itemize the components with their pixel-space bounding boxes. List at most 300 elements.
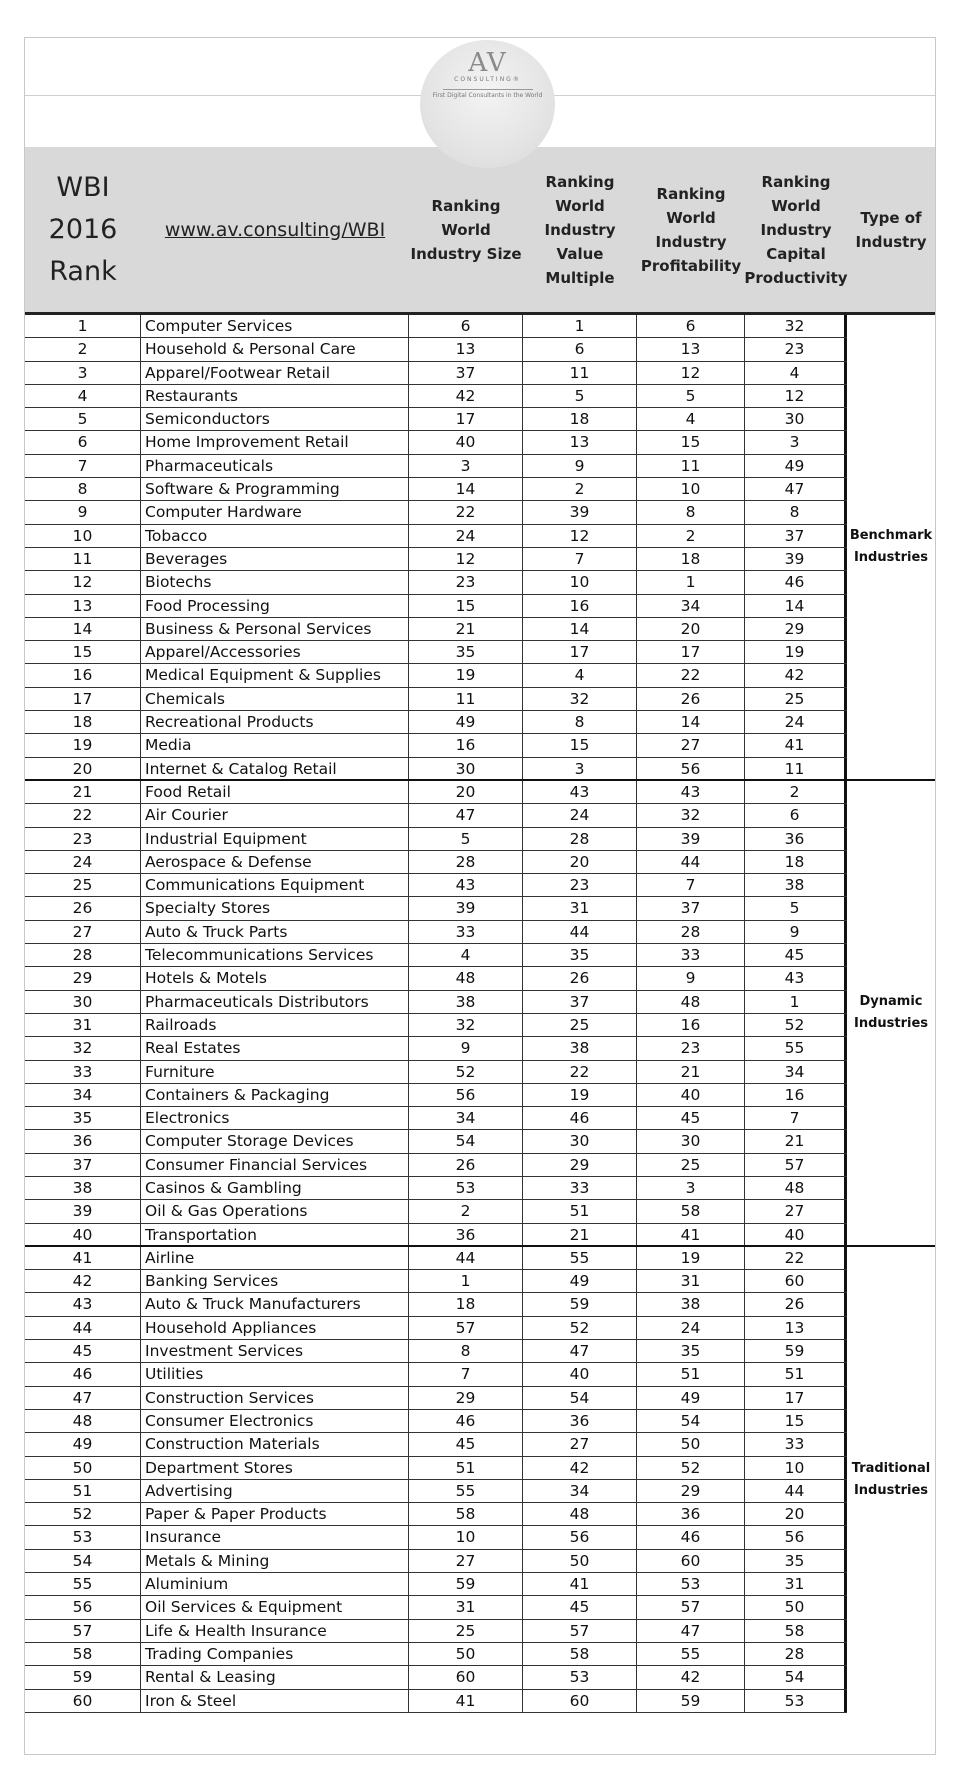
- profitability-cell: 30: [637, 1130, 745, 1152]
- rank-cell: 36: [25, 1130, 141, 1152]
- capital-productivity-cell: 40: [745, 1224, 847, 1245]
- industry-name-cell: Computer Hardware: [141, 501, 409, 523]
- industry-name-cell: Construction Services: [141, 1387, 409, 1409]
- rank-cell: 54: [25, 1550, 141, 1572]
- industry-name-cell: Life & Health Insurance: [141, 1620, 409, 1642]
- industry-name-cell: Furniture: [141, 1061, 409, 1083]
- industry-name-cell: Investment Services: [141, 1340, 409, 1362]
- industry-name-cell: Auto & Truck Manufacturers: [141, 1293, 409, 1315]
- table-row: [25, 1550, 847, 1573]
- rank-cell: 9: [25, 501, 141, 523]
- table-row: [25, 501, 847, 524]
- profitability-cell: 59: [637, 1690, 745, 1712]
- rank-cell: 1: [25, 315, 141, 337]
- size-cell: 9: [409, 1037, 523, 1059]
- rank-cell: 8: [25, 478, 141, 500]
- industry-name-cell: Metals & Mining: [141, 1550, 409, 1572]
- size-cell: 18: [409, 1293, 523, 1315]
- profitability-cell: 41: [637, 1224, 745, 1245]
- value-multiple-cell: 16: [523, 595, 637, 617]
- industry-name-cell: Business & Personal Services: [141, 618, 409, 640]
- value-multiple-cell: 38: [523, 1037, 637, 1059]
- profitability-cell: 48: [637, 991, 745, 1013]
- capital-productivity-cell: 46: [745, 571, 847, 593]
- value-multiple-cell: 33: [523, 1177, 637, 1199]
- capital-productivity-cell: 47: [745, 478, 847, 500]
- size-cell: 10: [409, 1526, 523, 1548]
- profitability-cell: 27: [637, 734, 745, 756]
- value-multiple-cell: 21: [523, 1224, 637, 1245]
- rank-cell: 40: [25, 1224, 141, 1245]
- capital-productivity-cell: 5: [745, 897, 847, 919]
- rank-cell: 33: [25, 1061, 141, 1083]
- capital-productivity-cell: 58: [745, 1620, 847, 1642]
- industry-name-cell: Apparel/Footwear Retail: [141, 362, 409, 384]
- rank-cell: 41: [25, 1247, 141, 1269]
- rank-cell: 55: [25, 1573, 141, 1595]
- industry-name-cell: Banking Services: [141, 1270, 409, 1292]
- size-cell: 8: [409, 1340, 523, 1362]
- value-multiple-cell: 44: [523, 921, 637, 943]
- table-row: [25, 851, 847, 874]
- rank-cell: 12: [25, 571, 141, 593]
- size-cell: 1: [409, 1270, 523, 1292]
- industry-name-cell: Media: [141, 734, 409, 756]
- profitability-cell: 46: [637, 1526, 745, 1548]
- size-cell: 24: [409, 525, 523, 547]
- profitability-cell: 17: [637, 641, 745, 663]
- value-multiple-cell: 10: [523, 571, 637, 593]
- profitability-cell: 21: [637, 1061, 745, 1083]
- capital-productivity-cell: 48: [745, 1177, 847, 1199]
- header-url-link[interactable]: www.av.consulting/WBI: [164, 218, 386, 241]
- table-row: [25, 1130, 847, 1153]
- table-row: [25, 1363, 847, 1386]
- industry-name-cell: Electronics: [141, 1107, 409, 1129]
- table-row: [25, 1317, 847, 1340]
- rank-cell: 7: [25, 455, 141, 477]
- industry-name-cell: Semiconductors: [141, 408, 409, 430]
- profitability-cell: 26: [637, 688, 745, 710]
- rank-cell: 47: [25, 1387, 141, 1409]
- size-cell: 13: [409, 338, 523, 360]
- table-row: [25, 1690, 847, 1713]
- size-cell: 6: [409, 315, 523, 337]
- value-multiple-cell: 13: [523, 431, 637, 453]
- rank-cell: 35: [25, 1107, 141, 1129]
- header-value-multiple: Ranking World Industry Value Multiple: [544, 172, 616, 287]
- profitability-cell: 38: [637, 1293, 745, 1315]
- rank-cell: 6: [25, 431, 141, 453]
- capital-productivity-cell: 55: [745, 1037, 847, 1059]
- value-multiple-cell: 48: [523, 1503, 637, 1525]
- table-row: [25, 711, 847, 734]
- profitability-cell: 47: [637, 1620, 745, 1642]
- table-row: [25, 1037, 847, 1060]
- size-cell: 11: [409, 688, 523, 710]
- profitability-cell: 8: [637, 501, 745, 523]
- table-row: [25, 1526, 847, 1549]
- size-cell: 4: [409, 944, 523, 966]
- value-multiple-cell: 9: [523, 455, 637, 477]
- industry-name-cell: Home Improvement Retail: [141, 431, 409, 453]
- value-multiple-cell: 39: [523, 501, 637, 523]
- size-cell: 2: [409, 1200, 523, 1222]
- table-row: [25, 1596, 847, 1619]
- table-row: [25, 641, 847, 664]
- value-multiple-cell: 7: [523, 548, 637, 570]
- profitability-cell: 22: [637, 664, 745, 686]
- rank-cell: 32: [25, 1037, 141, 1059]
- profitability-cell: 12: [637, 362, 745, 384]
- capital-productivity-cell: 49: [745, 455, 847, 477]
- industry-name-cell: Recreational Products: [141, 711, 409, 733]
- table-row: [25, 1177, 847, 1200]
- table-row: [25, 1573, 847, 1596]
- rank-cell: 49: [25, 1433, 141, 1455]
- capital-productivity-cell: 28: [745, 1643, 847, 1665]
- table-row: [25, 828, 847, 851]
- industry-name-cell: Chemicals: [141, 688, 409, 710]
- industry-name-cell: Household & Personal Care: [141, 338, 409, 360]
- size-cell: 49: [409, 711, 523, 733]
- size-cell: 42: [409, 385, 523, 407]
- table-row: [25, 688, 847, 711]
- value-multiple-cell: 46: [523, 1107, 637, 1129]
- value-multiple-cell: 4: [523, 664, 637, 686]
- industry-name-cell: Telecommunications Services: [141, 944, 409, 966]
- table-row: [25, 595, 847, 618]
- value-multiple-cell: 2: [523, 478, 637, 500]
- industry-name-cell: Insurance: [141, 1526, 409, 1548]
- industry-name-cell: Aerospace & Defense: [141, 851, 409, 873]
- value-multiple-cell: 55: [523, 1247, 637, 1269]
- value-multiple-cell: 35: [523, 944, 637, 966]
- rank-cell: 59: [25, 1666, 141, 1688]
- capital-productivity-cell: 14: [745, 595, 847, 617]
- size-cell: 22: [409, 501, 523, 523]
- industry-name-cell: Oil & Gas Operations: [141, 1200, 409, 1222]
- capital-productivity-cell: 38: [745, 874, 847, 896]
- profitability-cell: 52: [637, 1457, 745, 1479]
- size-cell: 16: [409, 734, 523, 756]
- rank-cell: 37: [25, 1154, 141, 1176]
- value-multiple-cell: 27: [523, 1433, 637, 1455]
- size-cell: 21: [409, 618, 523, 640]
- capital-productivity-cell: 8: [745, 501, 847, 523]
- capital-productivity-cell: 19: [745, 641, 847, 663]
- capital-productivity-cell: 17: [745, 1387, 847, 1409]
- profitability-cell: 9: [637, 967, 745, 989]
- industry-name-cell: Real Estates: [141, 1037, 409, 1059]
- value-multiple-cell: 53: [523, 1666, 637, 1688]
- rank-cell: 17: [25, 688, 141, 710]
- size-cell: 55: [409, 1480, 523, 1502]
- capital-productivity-cell: 29: [745, 618, 847, 640]
- rank-cell: 42: [25, 1270, 141, 1292]
- rank-cell: 16: [25, 664, 141, 686]
- value-multiple-cell: 57: [523, 1620, 637, 1642]
- profitability-cell: 10: [637, 478, 745, 500]
- size-cell: 43: [409, 874, 523, 896]
- table-row: [25, 1154, 847, 1177]
- industry-name-cell: Consumer Electronics: [141, 1410, 409, 1432]
- profitability-cell: 33: [637, 944, 745, 966]
- capital-productivity-cell: 2: [745, 781, 847, 803]
- header-industry-size: Ranking World Industry Size: [410, 196, 522, 263]
- size-cell: 56: [409, 1084, 523, 1106]
- profitability-cell: 24: [637, 1317, 745, 1339]
- header-capital-productivity: Ranking World Industry Capital Productivity: [744, 172, 848, 287]
- table-row: [25, 478, 847, 501]
- profitability-cell: 7: [637, 874, 745, 896]
- industry-name-cell: Biotechs: [141, 571, 409, 593]
- capital-productivity-cell: 24: [745, 711, 847, 733]
- industry-name-cell: Casinos & Gambling: [141, 1177, 409, 1199]
- profitability-cell: 15: [637, 431, 745, 453]
- value-multiple-cell: 32: [523, 688, 637, 710]
- industry-name-cell: Communications Equipment: [141, 874, 409, 896]
- table-row: [25, 967, 847, 990]
- rank-cell: 11: [25, 548, 141, 570]
- profitability-cell: 6: [637, 315, 745, 337]
- size-cell: 3: [409, 455, 523, 477]
- industry-name-cell: Rental & Leasing: [141, 1666, 409, 1688]
- size-cell: 20: [409, 781, 523, 803]
- logo-rule: [443, 89, 533, 90]
- rank-cell: 51: [25, 1480, 141, 1502]
- rank-cell: 58: [25, 1643, 141, 1665]
- capital-productivity-cell: 32: [745, 315, 847, 337]
- table-row: [25, 758, 847, 781]
- profitability-cell: 37: [637, 897, 745, 919]
- table-row: [25, 1270, 847, 1293]
- capital-productivity-cell: 3: [745, 431, 847, 453]
- table-row: [25, 1200, 847, 1223]
- profitability-cell: 40: [637, 1084, 745, 1106]
- capital-productivity-cell: 26: [745, 1293, 847, 1315]
- industry-name-cell: Railroads: [141, 1014, 409, 1036]
- industry-name-cell: Food Processing: [141, 595, 409, 617]
- capital-productivity-cell: 20: [745, 1503, 847, 1525]
- industry-type-column: [847, 315, 935, 1713]
- size-cell: 27: [409, 1550, 523, 1572]
- size-cell: 40: [409, 431, 523, 453]
- table-row: [25, 897, 847, 920]
- capital-productivity-cell: 27: [745, 1200, 847, 1222]
- profitability-cell: 2: [637, 525, 745, 547]
- value-multiple-cell: 17: [523, 641, 637, 663]
- rank-cell: 23: [25, 828, 141, 850]
- table-row: [25, 315, 847, 338]
- capital-productivity-cell: 44: [745, 1480, 847, 1502]
- profitability-cell: 19: [637, 1247, 745, 1269]
- profitability-cell: 1: [637, 571, 745, 593]
- profitability-cell: 57: [637, 1596, 745, 1618]
- size-cell: 5: [409, 828, 523, 850]
- capital-productivity-cell: 41: [745, 734, 847, 756]
- table-row: [25, 874, 847, 897]
- industry-name-cell: Software & Programming: [141, 478, 409, 500]
- value-multiple-cell: 5: [523, 385, 637, 407]
- size-cell: 34: [409, 1107, 523, 1129]
- profitability-cell: 36: [637, 1503, 745, 1525]
- size-cell: 60: [409, 1666, 523, 1688]
- rank-cell: 14: [25, 618, 141, 640]
- table-row: [25, 525, 847, 548]
- capital-productivity-cell: 60: [745, 1270, 847, 1292]
- table-row: [25, 1480, 847, 1503]
- size-cell: 59: [409, 1573, 523, 1595]
- profitability-cell: 14: [637, 711, 745, 733]
- value-multiple-cell: 1: [523, 315, 637, 337]
- size-cell: 54: [409, 1130, 523, 1152]
- industry-name-cell: Advertising: [141, 1480, 409, 1502]
- capital-productivity-cell: 51: [745, 1363, 847, 1385]
- capital-productivity-cell: 30: [745, 408, 847, 430]
- value-multiple-cell: 59: [523, 1293, 637, 1315]
- size-cell: 38: [409, 991, 523, 1013]
- capital-productivity-cell: 18: [745, 851, 847, 873]
- rank-cell: 39: [25, 1200, 141, 1222]
- value-multiple-cell: 60: [523, 1690, 637, 1712]
- profitability-cell: 60: [637, 1550, 745, 1572]
- size-cell: 28: [409, 851, 523, 873]
- value-multiple-cell: 34: [523, 1480, 637, 1502]
- logo-tagline: First Digital Consultants in the World: [432, 92, 543, 99]
- size-cell: 51: [409, 1457, 523, 1479]
- profitability-cell: 20: [637, 618, 745, 640]
- table-row: [25, 1107, 847, 1130]
- capital-productivity-cell: 59: [745, 1340, 847, 1362]
- size-cell: 41: [409, 1690, 523, 1712]
- profitability-cell: 31: [637, 1270, 745, 1292]
- size-cell: 48: [409, 967, 523, 989]
- value-multiple-cell: 49: [523, 1270, 637, 1292]
- value-multiple-cell: 41: [523, 1573, 637, 1595]
- rank-cell: 53: [25, 1526, 141, 1548]
- rank-cell: 29: [25, 967, 141, 989]
- rank-cell: 19: [25, 734, 141, 756]
- value-multiple-cell: 31: [523, 897, 637, 919]
- profitability-cell: 11: [637, 455, 745, 477]
- industry-name-cell: Construction Materials: [141, 1433, 409, 1455]
- capital-productivity-cell: 36: [745, 828, 847, 850]
- profitability-cell: 29: [637, 1480, 745, 1502]
- profitability-cell: 45: [637, 1107, 745, 1129]
- size-cell: 25: [409, 1620, 523, 1642]
- capital-productivity-cell: 50: [745, 1596, 847, 1618]
- value-multiple-cell: 3: [523, 758, 637, 779]
- profitability-cell: 18: [637, 548, 745, 570]
- value-multiple-cell: 43: [523, 781, 637, 803]
- profitability-cell: 53: [637, 1573, 745, 1595]
- rank-cell: 25: [25, 874, 141, 896]
- profitability-cell: 25: [637, 1154, 745, 1176]
- table-row: [25, 1293, 847, 1316]
- capital-productivity-cell: 56: [745, 1526, 847, 1548]
- table-row: [25, 1503, 847, 1526]
- wbi-ranking-table: [24, 37, 936, 1755]
- table-row: [25, 991, 847, 1014]
- industry-name-cell: Internet & Catalog Retail: [141, 758, 409, 779]
- value-multiple-cell: 8: [523, 711, 637, 733]
- industry-name-cell: Utilities: [141, 1363, 409, 1385]
- industry-name-cell: Household Appliances: [141, 1317, 409, 1339]
- profitability-cell: 49: [637, 1387, 745, 1409]
- industry-name-cell: Apparel/Accessories: [141, 641, 409, 663]
- size-cell: 39: [409, 897, 523, 919]
- rank-cell: 3: [25, 362, 141, 384]
- value-multiple-cell: 23: [523, 874, 637, 896]
- industry-type-block: Traditional Industries: [851, 1461, 931, 1498]
- rank-cell: 38: [25, 1177, 141, 1199]
- capital-productivity-cell: 4: [745, 362, 847, 384]
- size-cell: 26: [409, 1154, 523, 1176]
- table-row: [25, 1620, 847, 1643]
- capital-productivity-cell: 31: [745, 1573, 847, 1595]
- rank-cell: 44: [25, 1317, 141, 1339]
- capital-productivity-cell: 1: [745, 991, 847, 1013]
- profitability-cell: 3: [637, 1177, 745, 1199]
- table-row: [25, 408, 847, 431]
- capital-productivity-cell: 52: [745, 1014, 847, 1036]
- industry-name-cell: Iron & Steel: [141, 1690, 409, 1712]
- size-cell: 57: [409, 1317, 523, 1339]
- table-row: [25, 385, 847, 408]
- size-cell: 12: [409, 548, 523, 570]
- rank-cell: 30: [25, 991, 141, 1013]
- table-row: [25, 548, 847, 571]
- capital-productivity-cell: 6: [745, 804, 847, 826]
- industry-name-cell: Computer Services: [141, 315, 409, 337]
- industry-name-cell: Hotels & Motels: [141, 967, 409, 989]
- industry-type-block: Dynamic Industries: [847, 781, 935, 1247]
- profitability-cell: 35: [637, 1340, 745, 1362]
- capital-productivity-cell: 9: [745, 921, 847, 943]
- table-row: [25, 1247, 847, 1270]
- rank-cell: 27: [25, 921, 141, 943]
- profitability-cell: 5: [637, 385, 745, 407]
- rank-cell: 56: [25, 1596, 141, 1618]
- profitability-cell: 55: [637, 1643, 745, 1665]
- value-multiple-cell: 24: [523, 804, 637, 826]
- industry-name-cell: Paper & Paper Products: [141, 1503, 409, 1525]
- capital-productivity-cell: 42: [745, 664, 847, 686]
- table-row: [25, 1457, 847, 1480]
- table-row: [25, 1084, 847, 1107]
- table-row: [25, 338, 847, 361]
- rank-cell: 4: [25, 385, 141, 407]
- capital-productivity-cell: 53: [745, 1690, 847, 1712]
- table-row: [25, 664, 847, 687]
- industry-name-cell: Department Stores: [141, 1457, 409, 1479]
- industry-name-cell: Tobacco: [141, 525, 409, 547]
- capital-productivity-cell: 12: [745, 385, 847, 407]
- value-multiple-cell: 54: [523, 1387, 637, 1409]
- value-multiple-cell: 28: [523, 828, 637, 850]
- rank-cell: 22: [25, 804, 141, 826]
- rank-cell: 45: [25, 1340, 141, 1362]
- table-row: [25, 1643, 847, 1666]
- industry-name-cell: Air Courier: [141, 804, 409, 826]
- rank-cell: 50: [25, 1457, 141, 1479]
- industry-name-cell: Food Retail: [141, 781, 409, 803]
- rank-cell: 21: [25, 781, 141, 803]
- value-multiple-cell: 19: [523, 1084, 637, 1106]
- value-multiple-cell: 30: [523, 1130, 637, 1152]
- capital-productivity-cell: 33: [745, 1433, 847, 1455]
